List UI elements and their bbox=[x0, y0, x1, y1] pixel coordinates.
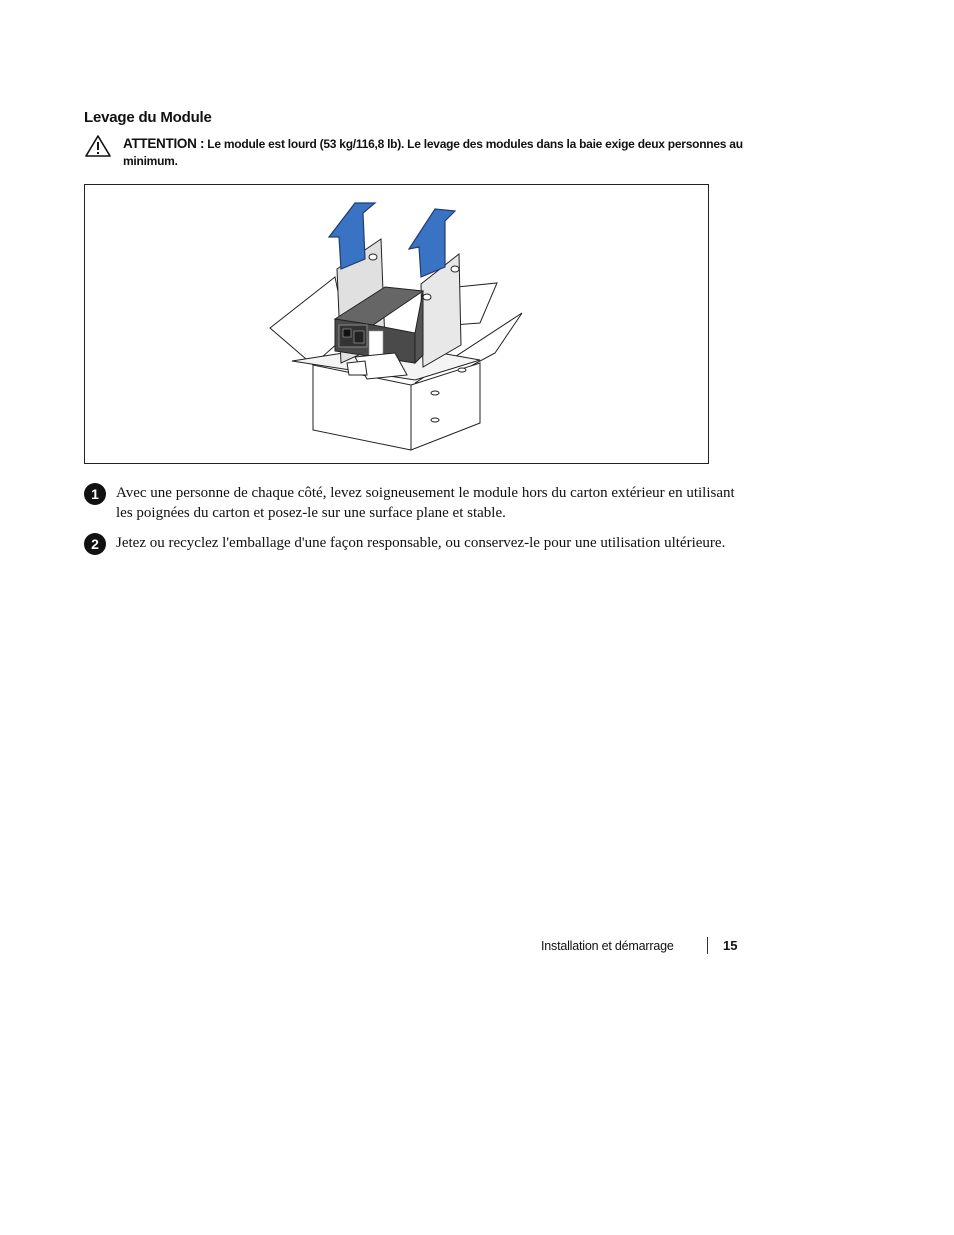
section-heading: Levage du Module bbox=[84, 109, 212, 126]
footer-section-name: Installation et démarrage bbox=[541, 939, 674, 953]
box-unpacking-illustration bbox=[85, 185, 708, 463]
page-number: 15 bbox=[723, 938, 738, 953]
caution-notice bbox=[123, 135, 763, 170]
step-text: Avec une personne de chaque côté, levez soigneusement le module hors du carton extérieur en utilisant les poignées du carton et posez-le sur une surface plane et stable. bbox=[116, 485, 735, 521]
illustration-frame bbox=[84, 184, 709, 464]
warning-triangle-icon bbox=[84, 134, 112, 158]
step-number-badge: 1 bbox=[84, 483, 106, 505]
caution-label: ATTENTION : bbox=[123, 136, 205, 151]
step-text: Jetez ou recyclez l'emballage d'une façon responsable, ou conservez-le pour une utilisation ultérieure. bbox=[116, 535, 726, 551]
footer-divider bbox=[707, 937, 708, 954]
caution-body: Le module est lourd (53 kg/116,8 lb). Le levage des modules dans la baie exige deux personnes au minimum. bbox=[123, 137, 743, 168]
step-number-badge: 2 bbox=[84, 533, 106, 555]
